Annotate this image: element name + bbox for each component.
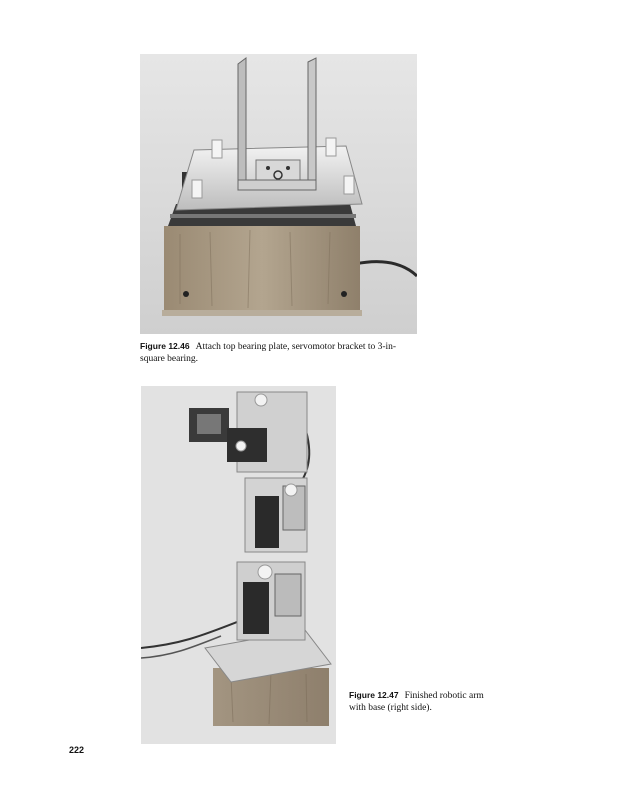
figure-label: Figure 12.47 [349, 690, 399, 700]
figure-12-47-photo [141, 386, 336, 744]
figure-caption-text: Attach top bearing plate, servomotor bracket to 3-in-square bearing. [140, 342, 397, 364]
figure-12-46-photo [140, 54, 417, 334]
figure-12-47-caption [349, 690, 499, 714]
page-number: 222 [69, 745, 85, 755]
figure-label: Figure 12.46 [140, 341, 190, 351]
figure-caption-text: Finished robotic arm with base (right side). [349, 691, 484, 713]
figure-12-46-caption [140, 341, 420, 365]
